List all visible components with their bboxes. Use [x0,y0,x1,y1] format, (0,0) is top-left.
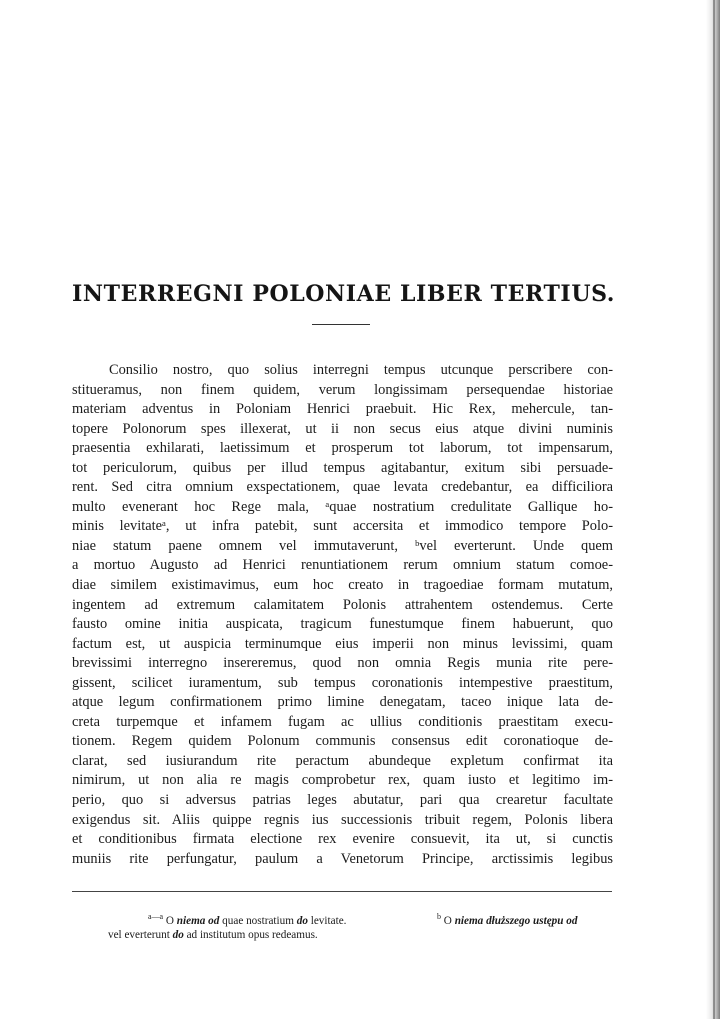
text-line: fausto omine initia auspicata, tragicum funestumque finem habuerunt, quo [72,616,613,633]
text-line: niae statum paene omnem vel immutaverunt, ᵇvel everterunt. Unde quem [72,537,613,554]
text-line: exigendus sit. Aliis quippe regnis ius successionis tribuit regem, Polonis libera [72,811,613,828]
text-line: rent. Sed citra omnium exspectationem, quae levata credebantur, ea difficiliora [72,479,613,496]
text-line: muniis rite perfungatur, paulum a Venetorum Principe, arctissimis legibus [72,850,613,867]
text-line: factum est, ut auspicia terminumque eius imperii non minus levissimi, quam [72,635,613,652]
text-line: praesentia exhilarati, laetissimum et prosperum tot laborum, tot impensarum, [72,440,613,457]
text-line: topere Polonorum spes illexerat, ut ii non secus eius atque divini numinis [72,420,613,437]
footnote-b-continuation [108,926,318,944]
footnote-c-text: vel everterunt [108,929,170,941]
text-line: minis levitateᵃ, ut infra patebit, sunt accersita et immodico tempore Polo- [72,518,613,535]
text-line: a mortuo Augusto ad Henrici renuntiationem rerum omnium statum comoe- [72,557,613,574]
footnotes [72,908,612,944]
text-line: brevissimi interregno insereremus, quod non omnia Regis munia rite pere- [72,655,613,672]
footnote-b-italic: niema dłuższego ustępu od [454,915,578,927]
text-line: multo evenerant hoc Rege mala, ᵃquae nostratium credulitate Gallique ho- [72,498,613,515]
text-line: gissent, scilicet iuramentum, sub tempus coronationis intempestive praestitum, [72,674,613,691]
text-line: stitueramus, non finem quidem, verum longissimam persequendae historiae [72,381,613,398]
title-divider [312,324,370,325]
text-line: atque legum confirmationem primo limine denegatam, taceo inique lata de- [72,694,613,711]
page-title: INTERREGNI POLONIAE LIBER TERTIUS. [72,281,616,307]
footnote-a-text: quae nostratium [222,915,294,927]
footnote-b-text: O [443,915,452,927]
footnote-a-mark: a—a [148,912,164,921]
footnote-a-italic: do [296,915,308,927]
text-line: tionem. Regem quidem Polonum communis consensus edit coronatioque de- [72,733,613,750]
text-line: ingentem ad extremum calamitatem Polonis attrahentem ostendemus. Certe [72,596,613,613]
text-line: et conditionibus firmata electione rex evenire consuevit, ita ut, si cunctis [72,831,613,848]
text-line: creta turpemque et infamem fugam ac ullius conditionis praestitam execu- [72,713,613,730]
footnote-divider [72,891,612,892]
text-line: clarat, sed iusiurandum rite peractum abundeque expletum confirmat ita [72,752,613,769]
text-line: perio, quo si adversus patrias leges abutatur, pari qua crearetur facultate [72,792,613,809]
text-line: tot periculorum, quibus per illud tempus agitabantur, exitum sibi persuade- [72,459,613,476]
footnote-b-mark: b [437,912,441,921]
text-line: Consilio nostro, quo solius interregni tempus utcunque perscribere con- [109,362,613,378]
text-line: materiam adventus in Poloniam Henrici praebuit. Hic Rex, mehercule, tan- [72,401,613,418]
footnote-c-text: ad institutum opus redeamus. [186,929,318,941]
footnote-line [72,908,612,926]
footnote-c-italic: do [172,929,184,941]
footnote-a-text: O [165,915,174,927]
body-text [72,361,613,869]
footnote-a-italic: niema od [176,915,220,927]
page-edge-line [713,0,715,1019]
text-line: nimirum, ut non alia re magis comprobetur rex, quam iusto et legitimo im- [72,772,613,789]
text-line: diae similem existimavimus, eum hoc creato in tragoediae formam mutatum, [72,577,613,594]
footnote-a-text: levitate. [310,915,347,927]
footnote-line [72,926,612,944]
